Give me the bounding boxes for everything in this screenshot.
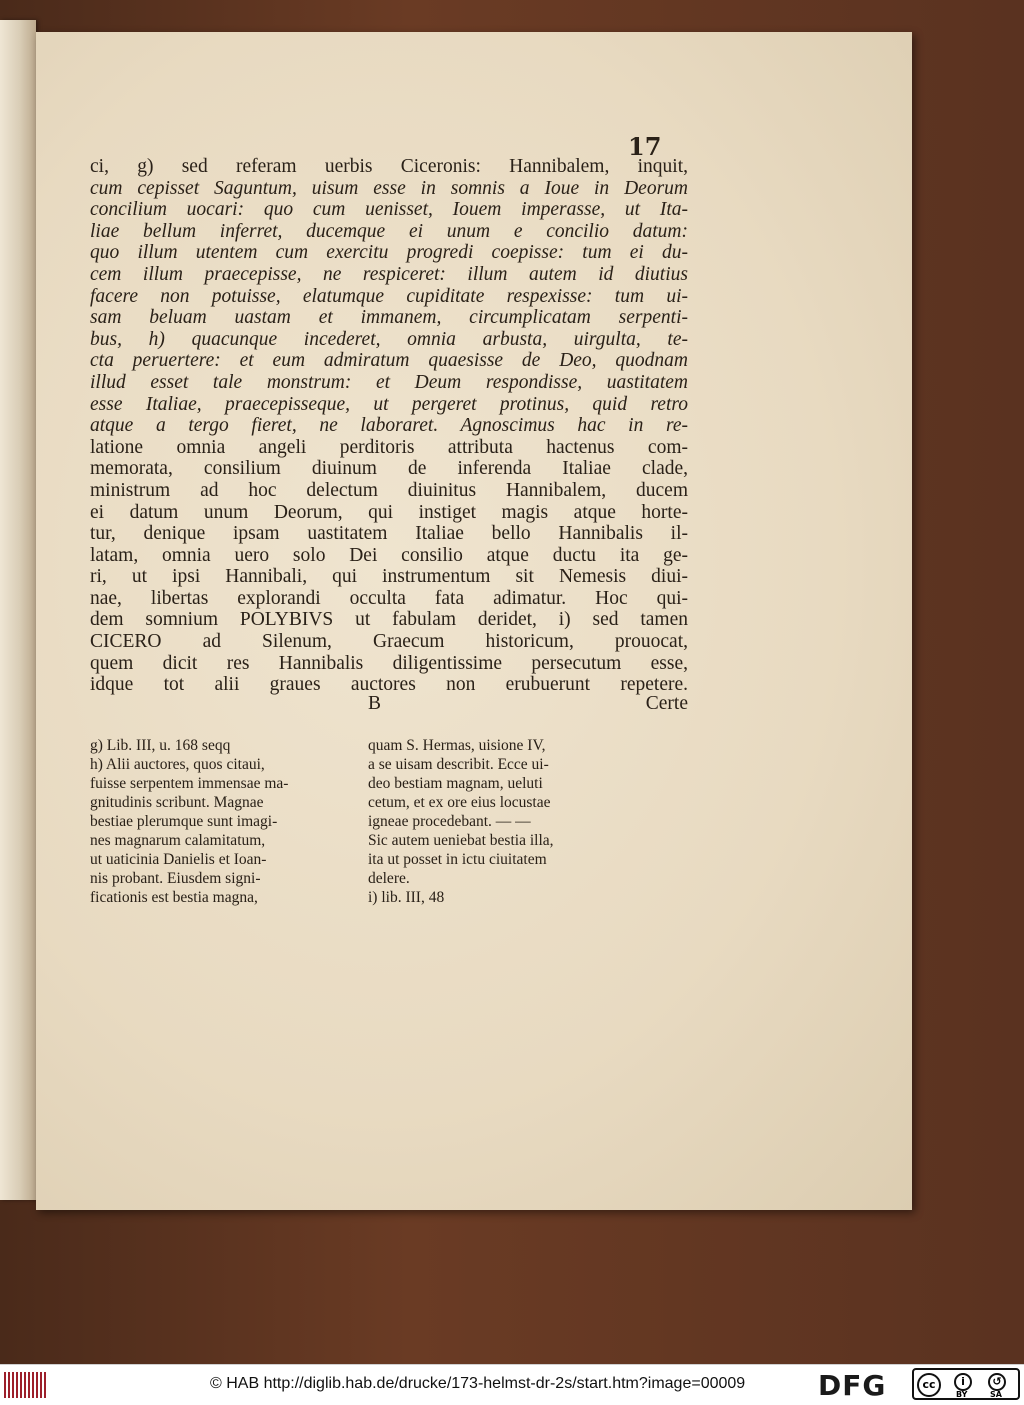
footnote-line: gnitudinis scribunt. Magnae [90, 794, 264, 811]
text-line: cta peruertere: et eum admiratum quaesisse de Deo, quodnam [90, 350, 688, 372]
catchword: Certe [645, 693, 688, 714]
text-line: latam, omnia uero solo Dei consilio atque ductu ita ge- [90, 544, 688, 566]
signature-mark: B [368, 693, 382, 714]
footnote-line: ita ut posset in ictu ciuitatem [368, 851, 547, 868]
text-line: esse Italiae, praecepisseque, ut pergeret protinus, quid retro [90, 393, 688, 415]
text-line: liae bellum inferret, ducemque ei unum e concilio datum: [90, 220, 688, 242]
footer-bar [0, 1364, 1024, 1405]
dfg-logo: DFG [818, 1369, 887, 1402]
main-text-block [90, 156, 688, 696]
text-line: quo illum utentem cum exercitu progredi coepisse: tum ei du- [90, 242, 688, 264]
footnote-line: ut uaticinia Danielis et Ioan- [90, 851, 267, 868]
by-person-icon: i [954, 1373, 972, 1391]
text-line: bus, h) quacunque incederet, omnia arbusta, uirgulta, te- [90, 328, 688, 350]
text-line: dem somnium POLYBIVS ut fabulam deridet, i) sed tamen [90, 609, 688, 631]
footnote-line: cetum, et ex ore eius locustae [368, 794, 551, 811]
footnote-line: nes magnarum calamitatum, [90, 832, 266, 849]
footnote-line: fuisse serpentem immensae ma- [90, 775, 289, 792]
footnotes-left-column [90, 736, 340, 907]
text-line: cem illum praecepisse, ne respiceret: illum autem id diutius [90, 263, 688, 285]
text-line: tur, denique ipsam uastitatem Italiae bello Hannibalis il- [90, 523, 688, 545]
text-line: atque a tergo fieret, ne laboraret. Agnoscimus hac in re- [90, 415, 688, 437]
share-alike-icon: ↺ [988, 1373, 1006, 1391]
text-line: memorata, consilium diuinum de inferenda Italiae clade, [90, 458, 688, 480]
footnote-line: ficationis est bestia magna, [90, 889, 258, 906]
footnote-line: a se uisam describit. Ecce ui- [368, 756, 549, 773]
text-line: idque tot alii graues auctores non erubuerunt repetere. [90, 674, 688, 696]
footnote-line: deo bestiam magnam, ueluti [368, 775, 543, 792]
footnote-line: Sic autem ueniebat bestia illa, [368, 832, 554, 849]
text-line: illud esset tale monstrum: et Deum respondisse, uastitatem [90, 371, 688, 393]
cc-by-sa-icon[interactable] [912, 1368, 1020, 1400]
text-line: ci, g) sed referam uerbis Ciceronis: Hannibalem, inquit, [90, 156, 688, 177]
footnote-line: bestiae plerumque sunt imagi- [90, 813, 278, 830]
text-line: cum cepisset Saguntum, uisum esse in somnis a Ioue in Deorum [90, 177, 688, 199]
footnote-line: delere. [368, 870, 410, 887]
text-line: quem dicit res Hannibalis diligentissime persecutum esse, [90, 652, 688, 674]
text-line: facere non potuisse, elatumque cupiditate respexisse: tum ui- [90, 285, 688, 307]
page-number: 17 [628, 132, 662, 161]
text-line: concilium uocari: quo cum uenisset, Iouem imperasse, ut Ita- [90, 199, 688, 221]
text-line: CICERO ad Silenum, Graecum historicum, prouocat, [90, 631, 688, 653]
footnote-line: g) Lib. III, u. 168 seqq [90, 737, 231, 754]
footnote-line: i) lib. III, 48 [368, 889, 445, 906]
footnote-line: quam S. Hermas, uisione IV, [368, 737, 546, 754]
text-line: latione omnia angeli perditoris attributa hactenus com- [90, 436, 688, 458]
book-page [36, 32, 912, 1210]
footnote-line: h) Alii auctores, quos citaui, [90, 756, 265, 773]
license-by-label: BY [956, 1390, 968, 1399]
text-line: ministrum ad hoc delectum diuinitus Hannibalem, ducem [90, 479, 688, 501]
cc-icon: cc [917, 1373, 941, 1397]
text-line: sam beluam uastam et immanem, circumplicatam serpenti- [90, 307, 688, 329]
footnote-line: igneae procedebant. — — [368, 813, 531, 830]
text-line: nae, libertas explorandi occulta fata adimatur. Hoc qui- [90, 587, 688, 609]
footnotes-right-column [368, 736, 618, 907]
text-line: ri, ut ipsi Hannibali, qui instrumentum sit Nemesis diui- [90, 566, 688, 588]
book-page-edge [0, 20, 36, 1200]
license-sa-label: SA [990, 1390, 1002, 1399]
text-line: ei datum unum Deorum, qui instiget magis atque horte- [90, 501, 688, 523]
barcode-logo-icon [4, 1372, 48, 1398]
footer-credit-link[interactable]: © HAB http://diglib.hab.de/drucke/173-helmst-dr-2s/start.htm?image=00009 [210, 1375, 746, 1392]
footnote-line: nis probant. Eiusdem signi- [90, 870, 261, 887]
